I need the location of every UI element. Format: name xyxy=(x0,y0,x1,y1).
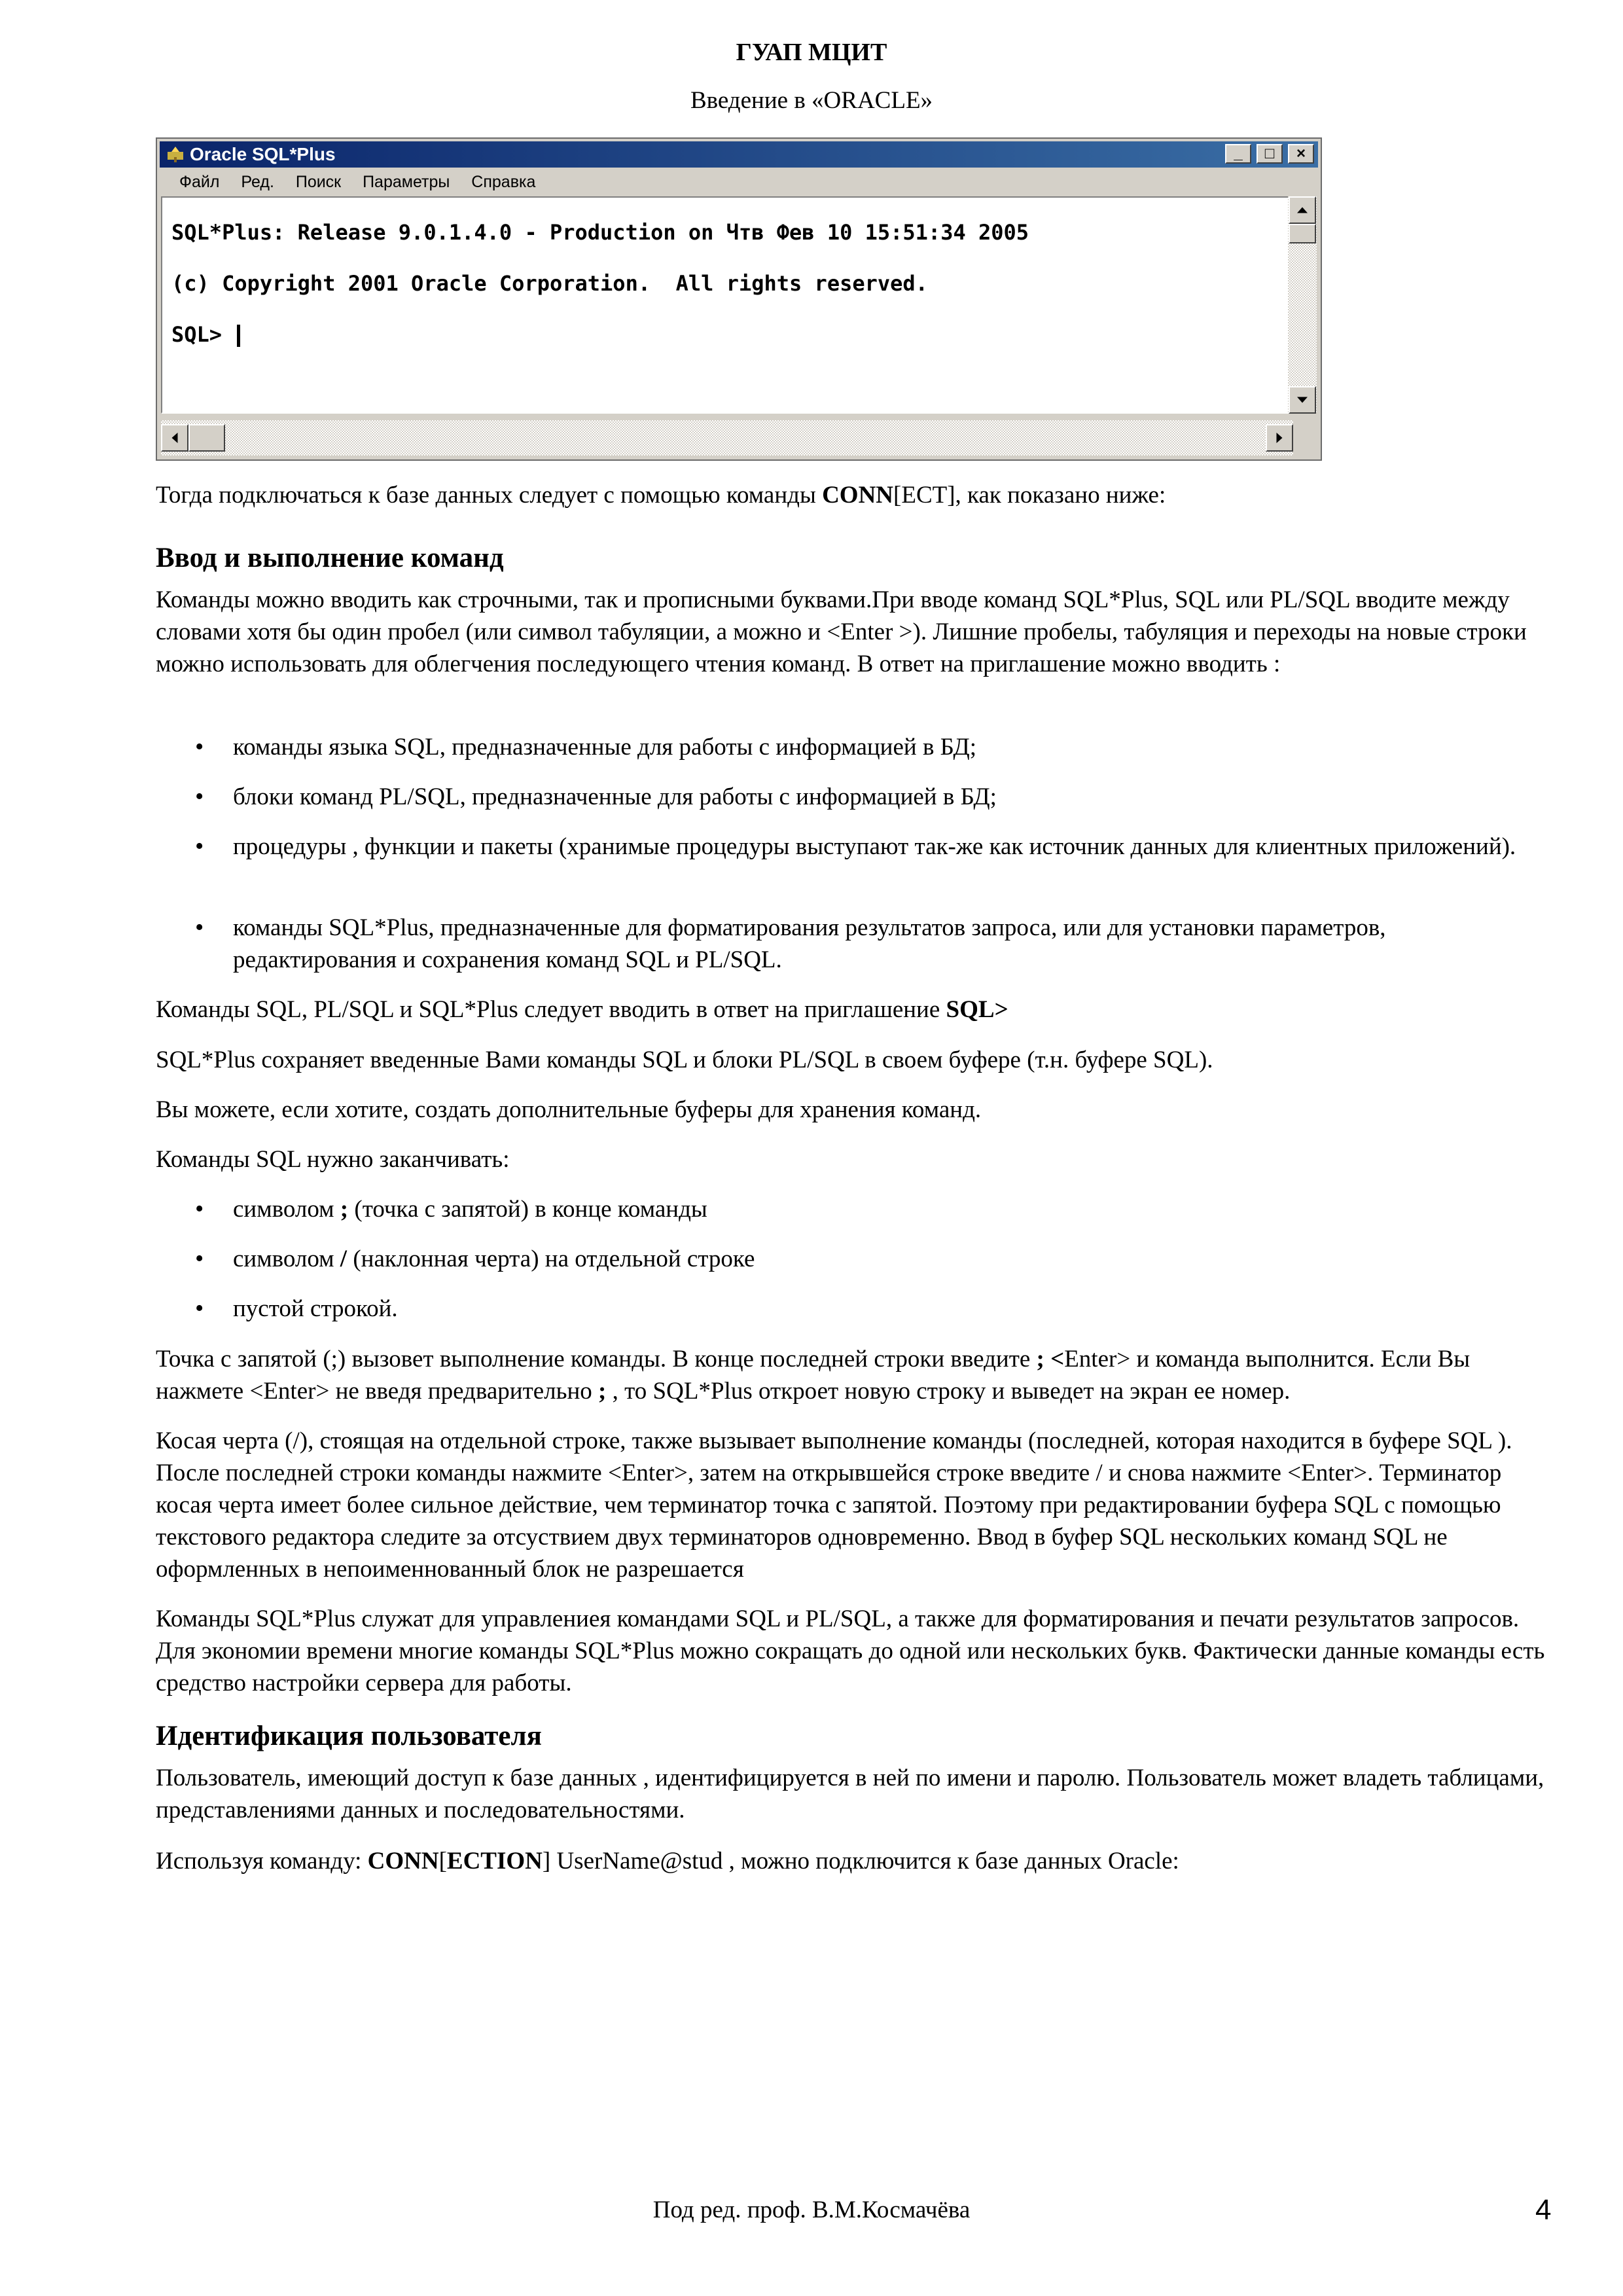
sqlplus-window xyxy=(156,137,1322,461)
window-titlebar[interactable] xyxy=(160,141,1318,168)
section2-para2: Используя команду: CONN[ECTION] UserName@stud , можно подключится к базе данных Oracle: xyxy=(156,1848,1179,1874)
menu-edit[interactable]: Ред. xyxy=(241,173,274,191)
scroll-left-button[interactable] xyxy=(161,424,188,452)
sql-prompt: SQL> xyxy=(171,322,235,347)
close-button[interactable]: × xyxy=(1288,144,1314,164)
section1-para3: SQL*Plus сохраняет введенные Вами команды SQL и блоки PL/SQL в своем буфере (т.н. буфере SQL). xyxy=(156,1047,1213,1073)
section1-para5: Команды SQL нужно заканчивать: xyxy=(156,1146,510,1173)
list-item: • процедуры , функции и пакеты (хранимые процедуры выступают так-же как источник данных для клиентных приложений). xyxy=(195,833,1516,860)
menu-help[interactable]: Справка xyxy=(471,173,536,191)
minimize-button[interactable]: _ xyxy=(1225,144,1251,164)
vertical-scrollbar[interactable] xyxy=(1288,196,1317,414)
section1-para2: Команды SQL, PL/SQL и SQL*Plus следует вводить в ответ на приглашение SQL> xyxy=(156,996,1008,1023)
section1-para7: Косая черта (/), стоящая на отдельной строке, также вызывает выполнение команды (последней, которая находится в буфере SQL ). После последней строки команды нажмите <Enter>, затем на открывшейся строке введите / и снова нажмите <Enter>. Терминатор косая черта имеет более сильное действие, чем терминатор точка с запятой. Поэтому при редактировании буфера SQL с помощью текстового редактора следите за отсуствием двух терминаторов одновременно. Ввод в буфер SQL нескольких команд SQL не оформленных в непоименнованный блок не разрешается xyxy=(156,1427,1512,1583)
section2-para1: Пользователь, имеющий доступ к базе данных , идентифицируется в ней по имени и паролю. Пользователь может владеть таблицами, представлениями данных и последовательностями. xyxy=(156,1765,1544,1823)
maximize-button[interactable]: □ xyxy=(1257,144,1283,164)
oracle-app-icon xyxy=(166,145,185,164)
console-line-copyright: (c) Copyright 2001 Oracle Corporation. All rights reserved. xyxy=(171,271,928,296)
menu-options[interactable]: Параметры xyxy=(363,173,450,191)
list-item: • символом / (наклонная черта) на отдельной строке xyxy=(195,1245,755,1272)
intro-paragraph: Тогда подключаться к базе данных следует с помощью команды CONN[ECT], как показано ниже: xyxy=(156,482,1166,509)
scroll-up-button[interactable] xyxy=(1289,196,1316,224)
section-heading-commands: Ввод и выполнение команд xyxy=(156,543,504,573)
window-title: Oracle SQL*Plus xyxy=(190,144,336,164)
section1-para1: Команды можно вводить как строчными, так и прописными буквами.При вводе команд SQL*Plus, SQL или PL/SQL вводите между словами хотя бы один пробел (или символ табуляции, а можно и <Enter >). Лишние пробелы, табуляция и переходы на новые строки можно использовать для облегчения последующего чтения команд. В ответ на приглашение можно вводить : xyxy=(156,586,1527,677)
console-line-release: SQL*Plus: Release 9.0.1.4.0 - Production on Чтв Фев 10 15:51:34 2005 xyxy=(171,220,1029,245)
menu-file[interactable]: Файл xyxy=(179,173,220,191)
section1-para4: Вы можете, если хотите, создать дополнительные буферы для хранения команд. xyxy=(156,1096,982,1123)
arrow-up-icon xyxy=(1297,207,1308,213)
text-cursor xyxy=(237,325,240,347)
section1-para6: Точка с запятой (;) вызовет выполнение команды. В конце последней строки введите ; <Enter> и команда выполнится. Если Вы нажмете <Enter> не введя предварительно ; , то SQL*Plus откроет новую строку и выведет на экран ее номер. xyxy=(156,1346,1471,1405)
menu-search[interactable]: Поиск xyxy=(295,173,342,191)
list-item: • пустой строкой. xyxy=(195,1295,398,1322)
list-item: • команды SQL*Plus, предназначенные для форматирования результатов запроса, или для установки параметров, редактирования и сохранения команд SQL и PL/SQL. xyxy=(195,914,1386,973)
scroll-right-button[interactable] xyxy=(1266,424,1293,452)
arrow-down-icon xyxy=(1297,397,1308,403)
section1-para8: Команды SQL*Plus служат для управлениея командами SQL и PL/SQL, а также для форматирования и печати результатов запросов. Для экономии времени многие команды SQL*Plus можно сокращать до одной или нескольких букв. Фактически данные команды есть средство настройки сервера для работы. xyxy=(156,1605,1545,1696)
header-org: ГУАП МЦИТ xyxy=(736,39,887,66)
hscroll-thumb[interactable] xyxy=(188,424,225,452)
footer-editor: Под ред. проф. В.М.Космачёва xyxy=(652,2197,971,2223)
scroll-down-button[interactable] xyxy=(1289,386,1316,414)
console-output[interactable] xyxy=(161,196,1293,414)
page-number: 4 xyxy=(1535,2194,1552,2226)
arrow-left-icon xyxy=(172,433,178,443)
console-prompt-line xyxy=(171,322,240,347)
list-item: • символом ; (точка с запятой) в конце команды xyxy=(195,1195,707,1223)
section-heading-user-id: Идентификация пользователя xyxy=(156,1721,542,1751)
header-subtitle: Введение в «ORACLE» xyxy=(690,87,933,114)
list-item: • команды языка SQL, предназначенные для работы с информацией в БД; xyxy=(195,733,977,761)
scroll-thumb[interactable] xyxy=(1289,224,1316,243)
horizontal-scrollbar[interactable] xyxy=(161,420,1293,456)
arrow-right-icon xyxy=(1277,433,1283,443)
list-item: • блоки команд PL/SQL, предназначенные для работы с информацией в БД; xyxy=(195,783,997,810)
menu-bar xyxy=(160,170,1318,194)
